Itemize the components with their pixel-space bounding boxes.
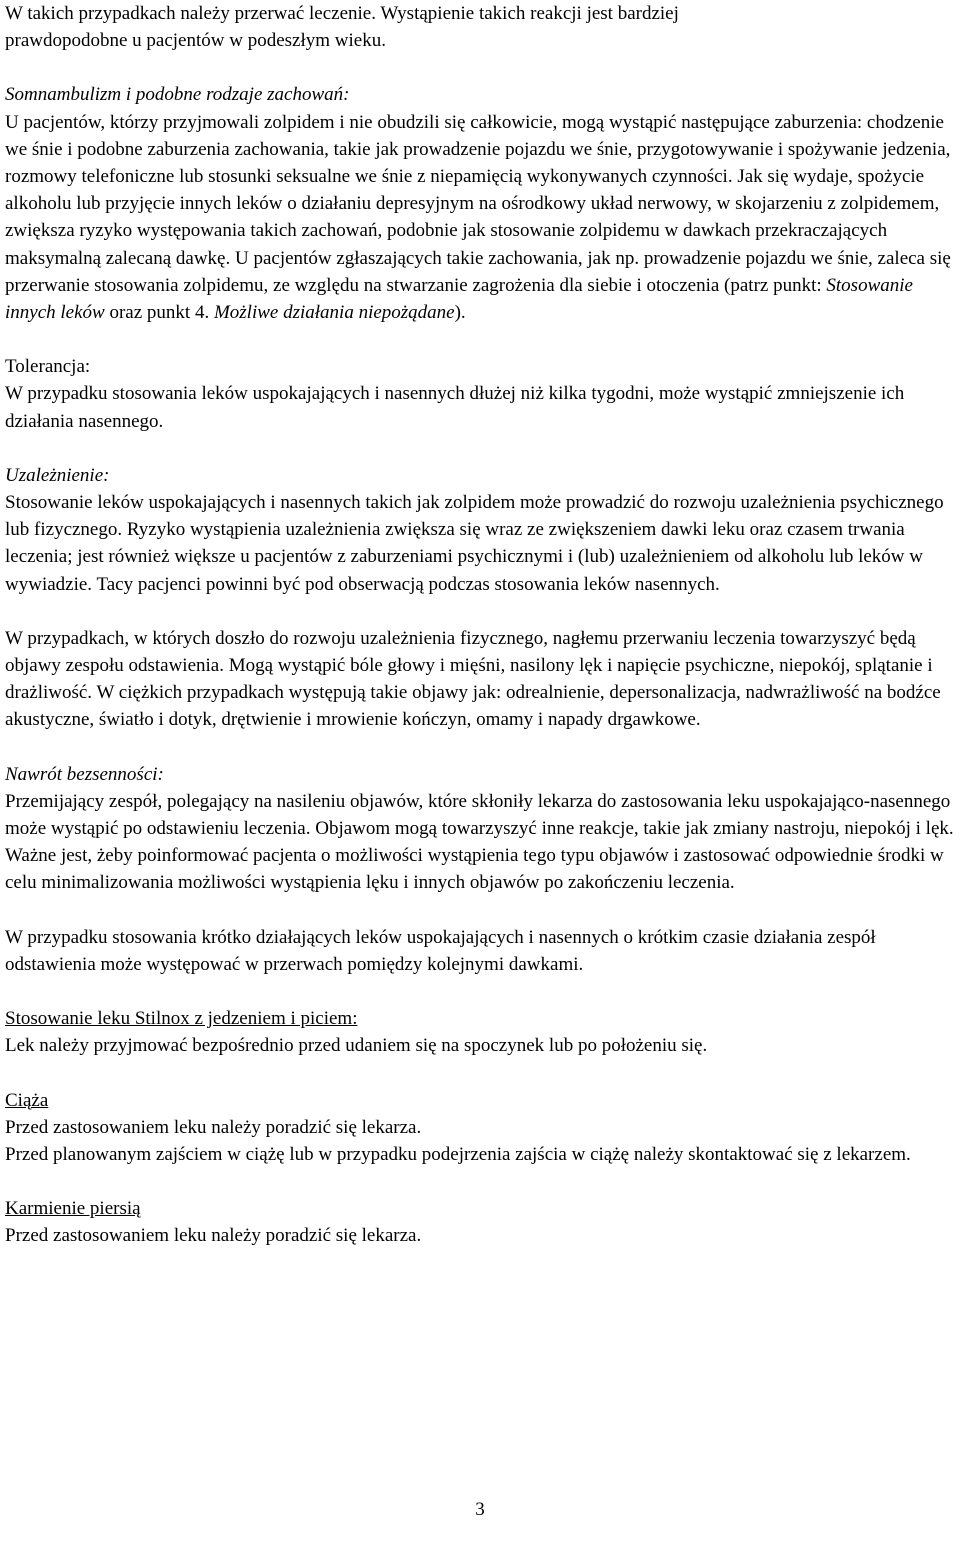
breastfeeding-heading: Karmienie piersią	[5, 1198, 141, 1220]
breastfeeding-text: Przed zastosowaniem leku należy poradzić się lekarza.	[5, 1225, 422, 1247]
reference-side-effects: Możliwe działania niepożądane	[213, 302, 455, 324]
dependence-text: Stosowanie leków uspokajających i nasennych takich jak zolpidem może prowadzić do rozwoju uzależnienia psychicznego lub fizycznego. Ryzyko wystąpienia uzależnienia zwiększa się wraz ze zwiększeniem dawki leku oraz czasem trwania leczenia; jest również większe u pacjentów z zaburzeniami psychicznymi i (lub) uzależnieniem od alkoholu lub leków w wywiadzie. Tacy pacjenci powinni być pod obserwacją podczas stosowania leków nasennych.	[5, 492, 944, 595]
reference-other-drugs: Stosowanie innych leków	[5, 274, 913, 324]
somnambulism-text-c: ).	[454, 302, 466, 324]
somnambulism-text-b: oraz punkt 4.	[104, 302, 214, 324]
somnambulism-text-a: U pacjentów, którzy przyjmowali zolpidem i nie obudzili się całkowicie, mogą wystąpić następujące zaburzenia: chodzenie we śnie i podobne zaburzenia zachowania, takie jak prowadzenie pojazdu we śnie, przygotowywanie i spożywanie jedzenia, rozmowy telefoniczne lub stosunki seksualne we śnie z niepamięcią wykonywanych czynności. Jak się wydaje, spożycie alkoholu lub przyjęcie innych leków o działaniu depresyjnym na ośrodkowy układ nerwowy, w skojarzeniu z zolpidemem, zwiększa ryzyko występowania takich zachowań, podobnie jak stosowanie zolpidemu w dawkach przekraczających maksymalną zalecaną dawkę. U pacjentów zgłaszających takie zachowania, jak np. prowadzenie pojazdu we śnie, zaleca się przerwanie stosowania zolpidemu, ze względu na stwarzanie zagrożenia dla siebie i otoczenia (patrz punkt:	[5, 111, 951, 296]
intro-text	[5, 0, 955, 54]
rebound-insomnia-heading: Nawrót bezsenności:	[5, 763, 164, 785]
food-drink-text: Lek należy przyjmować bezpośrednio przed udaniem się na spoczynek lub po położeniu się.	[5, 1035, 708, 1057]
short-acting-text: W przypadku stosowania krótko działających leków uspokajających i nasennych o krótkim czasie działania zespół odstawienia może występować w przerwach pomiędzy kolejnymi dawkami.	[5, 926, 876, 975]
rebound-insomnia-text-2: Ważne jest, żeby poinformować pacjenta o możliwości wystąpienia tego typu objawów i zastosować odpowiednie środki w celu minimalizowania możliwości wystąpienia lęku i innych objawów po zakończeniu leczenia.	[5, 845, 944, 894]
page-number: 3	[475, 1499, 485, 1520]
document-page	[5, 0, 955, 1250]
food-drink-heading: Stosowanie leku Stilnox z jedzeniem i piciem:	[5, 1008, 358, 1030]
pregnancy-text-1: Przed zastosowaniem leku należy poradzić się lekarza.	[5, 1116, 422, 1138]
withdrawal-text: W przypadkach, w których doszło do rozwoju uzależnienia fizycznego, nagłemu przerwaniu leczenia towarzyszyć będą objawy zespołu odstawienia. Mogą wystąpić bóle głowy i mięśni, nasilony lęk i napięcie psychiczne, niepokój, splątanie i drażliwość. W ciężkich przypadkach występują takie objawy jak: odrealnienie, depersonalizacja, nadwrażliwość na bodźce akustyczne, światło i dotyk, drętwienie i mrowienie kończyn, omamy i napady drgawkowe.	[5, 627, 941, 731]
tolerance-heading: Tolerancja:	[5, 356, 91, 378]
somnambulism-text	[5, 109, 955, 327]
rebound-insomnia-text-1: Przemijający zespół, polegający na nasileniu objawów, które skłoniły lekarza do zastosowania leku uspokajająco-nasennego może wystąpić po odstawieniu leczenia. Objawom mogą towarzyszyć inne reakcje, takie jak zmiany nastroju, niepokój i lęk.	[5, 790, 954, 840]
intro-line-1: W takich przypadkach należy przerwać leczenie. Wystąpienie takich reakcji jest bardziej	[5, 3, 679, 24]
somnambulism-heading: Somnambulizm i podobne rodzaje zachowań:	[5, 84, 350, 106]
intro-line-2: prawdopodobne u pacjentów w podeszłym wieku.	[5, 30, 386, 52]
dependence-heading: Uzależnienie:	[5, 464, 110, 486]
pregnancy-text-2: Przed planowanym zajściem w ciążę lub w przypadku podejrzenia zajścia w ciążę należy skontaktować się z lekarzem.	[5, 1143, 911, 1165]
tolerance-text: W przypadku stosowania leków uspokajających i nasennych dłużej niż kilka tygodni, może wystąpić zmniejszenie ich działania nasennego.	[5, 383, 905, 432]
pregnancy-heading: Ciąża	[5, 1089, 49, 1111]
